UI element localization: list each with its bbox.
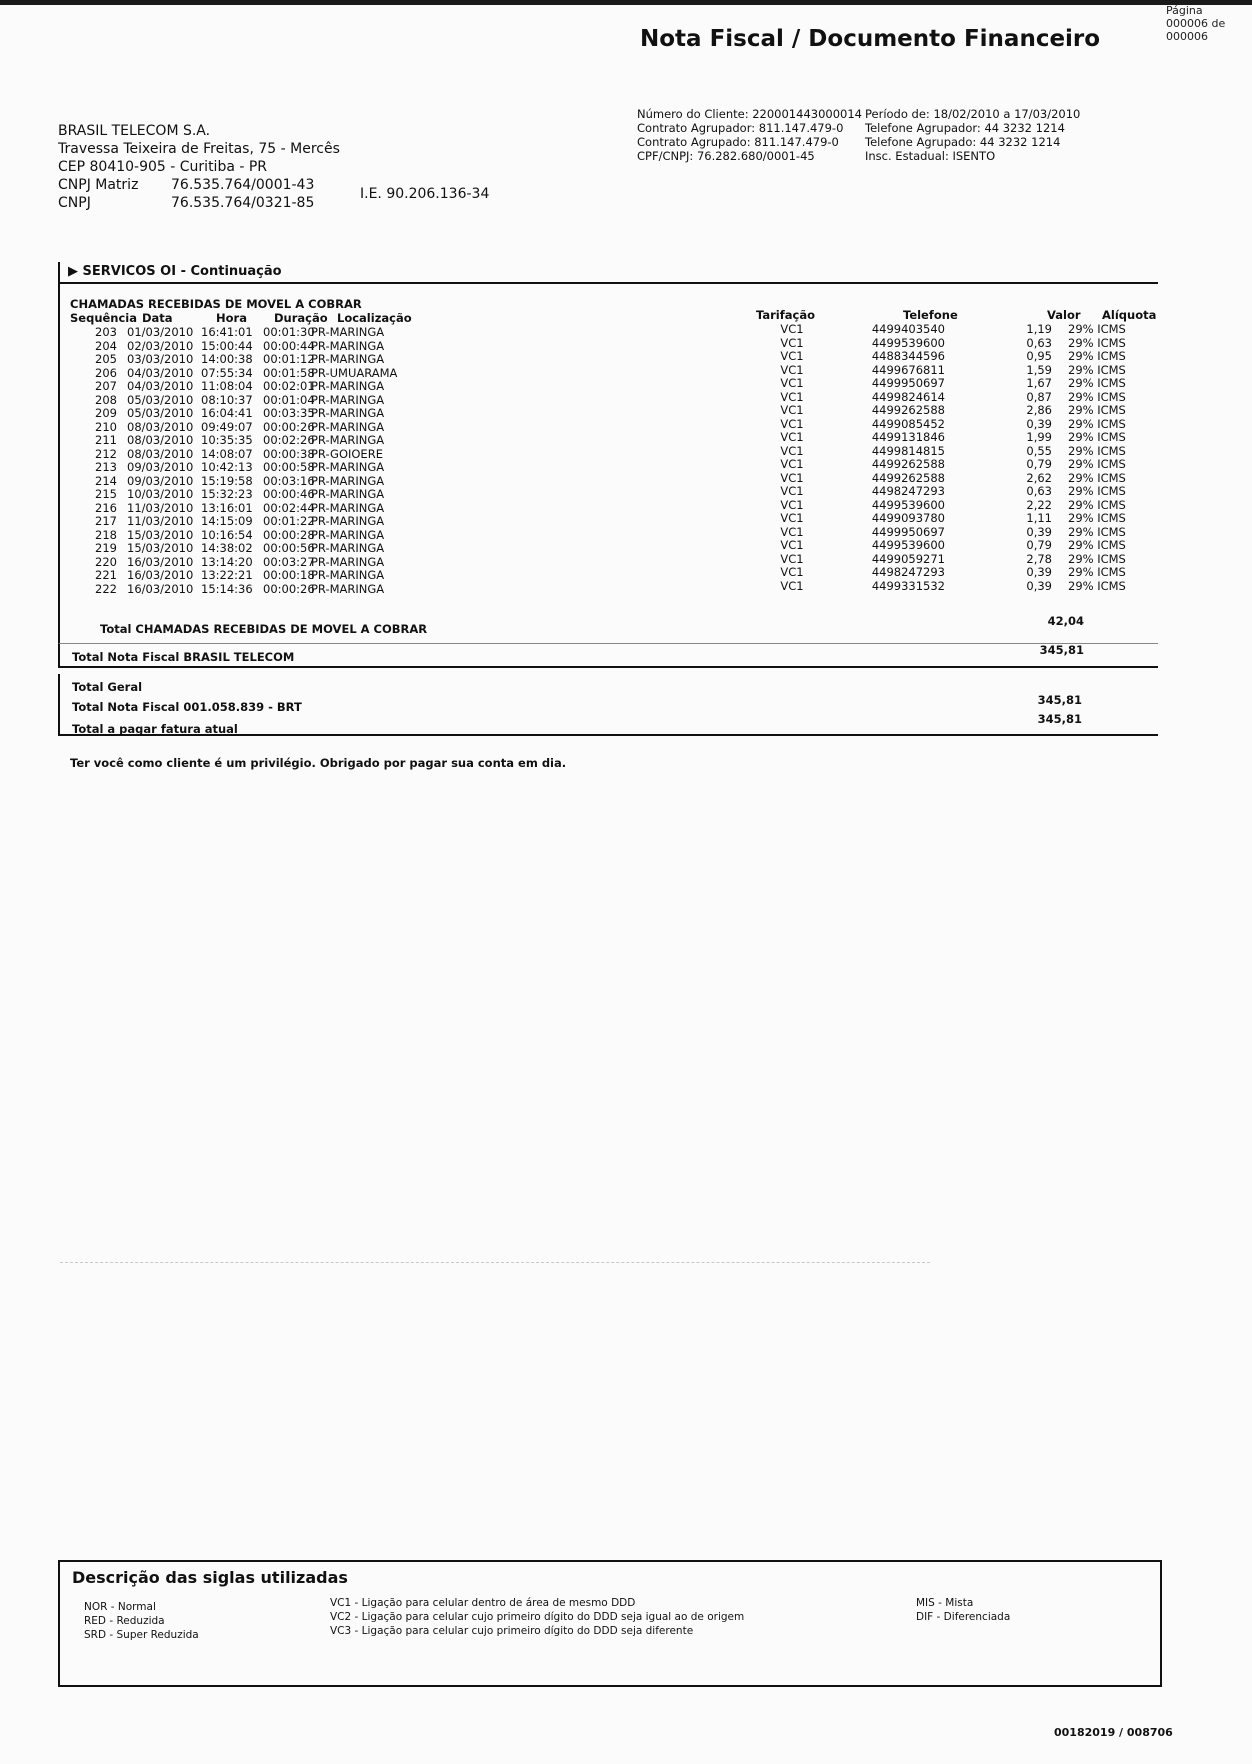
cell-tarifacao: VC1 (780, 430, 804, 444)
cell-hora: 15:00:44 (201, 338, 253, 353)
table-row (755, 364, 1148, 378)
cell-tarifacao: VC1 (780, 511, 804, 525)
scan-artifact-line (60, 1262, 930, 1263)
cell-data: 10/03/2010 (127, 487, 194, 501)
cell-localizacao: PR-MARINGA (311, 338, 385, 353)
legend-item: SRD - Super Reduzida (84, 1629, 199, 1641)
cell-aliquota: 29% ICMS (1068, 443, 1126, 458)
cell-localizacao: PR-MARINGA (311, 541, 385, 555)
group-total-value: 42,04 (1047, 614, 1084, 628)
cell-aliquota: 29% ICMS (1068, 484, 1126, 498)
cell-data: 09/03/2010 (127, 473, 194, 488)
table-row (755, 553, 1148, 567)
col-header-data: Data (142, 311, 173, 325)
legend-item: DIF - Diferenciada (916, 1611, 1011, 1623)
cell-telefone: 4499262588 (871, 457, 945, 471)
cell-aliquota: 29% ICMS (1068, 322, 1126, 336)
cell-sequencia: 213 (95, 460, 117, 474)
cell-duracao: 00:00:46 (263, 487, 315, 501)
legend-item: NOR - Normal (84, 1601, 156, 1613)
page-total: 000006 (1166, 30, 1208, 43)
cell-sequencia: 218 (95, 527, 117, 542)
total-a-pagar-value: 345,81 (1037, 712, 1082, 726)
table-row (70, 515, 431, 529)
cell-duracao: 00:00:26 (263, 581, 315, 596)
cell-valor: 1,19 (1026, 322, 1052, 336)
table-row (755, 404, 1148, 418)
group-total-label: Total CHAMADAS RECEBIDAS DE MOVEL A COBRAR (100, 622, 428, 636)
cell-localizacao: PR-MARINGA (311, 406, 385, 420)
cell-duracao: 00:00:58 (263, 460, 315, 474)
cell-valor: 0,39 (1026, 416, 1052, 431)
cell-aliquota: 29% ICMS (1068, 497, 1126, 512)
cell-duracao: 00:00:18 (263, 568, 315, 582)
calls-table-left (70, 326, 431, 596)
cell-valor: 1,67 (1026, 376, 1052, 390)
company-cep: CEP 80410-905 - Curitiba - PR (58, 159, 268, 175)
cell-sequencia: 208 (95, 392, 117, 407)
table-row (755, 391, 1148, 405)
cell-duracao: 00:01:04 (263, 392, 315, 407)
cell-data: 15/03/2010 (127, 527, 194, 542)
cell-data: 16/03/2010 (127, 568, 194, 582)
col-header-hora: Hora (216, 311, 247, 325)
contrato-agrupado: Contrato Agrupado: 811.147.479-0 (637, 135, 839, 149)
cell-tarifacao: VC1 (780, 538, 804, 552)
cell-valor: 0,63 (1026, 335, 1052, 350)
customer-info-left (637, 107, 862, 163)
total-nota-fiscal-brt-value: 345,81 (1037, 693, 1082, 707)
total-nota-fiscal-brt-label: Total Nota Fiscal 001.058.839 - BRT (72, 700, 302, 714)
triangle-right-icon: ▶ (68, 264, 78, 279)
cell-localizacao: PR-MARINGA (311, 527, 385, 542)
cnpj-label: CNPJ (58, 195, 91, 211)
legend-item: VC1 - Ligação para celular dentro de área de mesmo DDD (330, 1597, 636, 1609)
cell-data: 05/03/2010 (127, 406, 194, 420)
customer-info-right (865, 107, 1105, 163)
cell-telefone: 4498247293 (871, 565, 945, 579)
cell-duracao: 00:03:35 (263, 406, 315, 420)
cell-duracao: 00:00:56 (263, 541, 315, 555)
table-row (70, 475, 431, 489)
cpf-cnpj: CPF/CNPJ: 76.282.680/0001-45 (637, 149, 815, 163)
legend-title: Descrição das siglas utilizadas (72, 1568, 348, 1587)
cell-telefone: 4498247293 (871, 484, 945, 498)
cell-duracao: 00:02:44 (263, 500, 315, 515)
cell-valor: 1,11 (1026, 511, 1052, 525)
col-header-tarifacao: Tarifação (756, 308, 815, 322)
cell-hora: 15:14:36 (201, 581, 253, 596)
insc-estadual: Insc. Estadual: ISENTO (865, 149, 996, 163)
cell-valor: 0,63 (1026, 484, 1052, 498)
telefone-agrupador: Telefone Agrupador: 44 3232 1214 (865, 121, 1065, 135)
cell-tarifacao: VC1 (780, 349, 804, 363)
cell-telefone: 4499539600 (871, 335, 945, 350)
cell-sequencia: 217 (95, 514, 117, 528)
table-row (70, 542, 431, 556)
total-geral-label: Total Geral (72, 680, 143, 694)
table-row (70, 353, 431, 367)
cell-hora: 14:00:38 (201, 352, 253, 366)
table-row (755, 458, 1148, 472)
cell-telefone: 4488344596 (871, 349, 945, 363)
inscricao-estadual: I.E. 90.206.136-34 (360, 186, 490, 202)
cell-localizacao: PR-MARINGA (311, 460, 385, 474)
legend-item: RED - Reduzida (84, 1615, 165, 1627)
cell-localizacao: PR-UMUARAMA (311, 365, 398, 380)
cell-tarifacao: VC1 (780, 403, 804, 417)
cell-localizacao: PR-MARINGA (311, 392, 385, 407)
company-name: BRASIL TELECOM S.A. (58, 123, 211, 139)
cell-data: 09/03/2010 (127, 460, 194, 474)
table-row (755, 350, 1148, 364)
cell-tarifacao: VC1 (780, 551, 804, 566)
table-row (70, 583, 431, 597)
cell-tarifacao: VC1 (780, 335, 804, 350)
cell-aliquota: 29% ICMS (1068, 470, 1126, 485)
calls-table-right (755, 323, 1148, 593)
cell-sequencia: 210 (95, 419, 117, 434)
cell-data: 01/03/2010 (127, 325, 194, 339)
cnpj-matriz-label: CNPJ Matriz (58, 177, 139, 193)
cell-hora: 08:10:37 (201, 392, 253, 407)
cell-telefone: 4499814815 (871, 443, 945, 458)
cell-telefone: 4499539600 (871, 538, 945, 552)
top-border (0, 0, 1252, 5)
cell-tarifacao: VC1 (780, 457, 804, 471)
cell-localizacao: PR-MARINGA (311, 568, 385, 582)
table-row (755, 418, 1148, 432)
section-left-rule (58, 284, 60, 645)
col-header-telefone: Telefone (903, 308, 958, 322)
cell-aliquota: 29% ICMS (1068, 349, 1126, 363)
cell-localizacao: PR-MARINGA (311, 487, 385, 501)
table-row (70, 488, 431, 502)
cell-hora: 15:32:23 (201, 487, 253, 501)
cell-aliquota: 29% ICMS (1068, 524, 1126, 539)
telefone-agrupado: Telefone Agrupado: 44 3232 1214 (865, 135, 1061, 149)
table-row (755, 323, 1148, 337)
table-row (755, 431, 1148, 445)
cell-telefone: 4499539600 (871, 497, 945, 512)
cell-duracao: 00:00:44 (263, 338, 315, 353)
cell-localizacao: PR-MARINGA (311, 379, 385, 393)
legend-tarifa-col (84, 1600, 199, 1642)
cell-data: 16/03/2010 (127, 581, 194, 596)
cell-localizacao: PR-GOIOERE (311, 446, 383, 461)
table-row (70, 529, 431, 543)
cell-duracao: 00:01:30 (263, 325, 315, 339)
cell-aliquota: 29% ICMS (1068, 362, 1126, 377)
cell-telefone: 4499824614 (871, 389, 945, 404)
cell-aliquota: 29% ICMS (1068, 416, 1126, 431)
cell-duracao: 00:00:38 (263, 446, 315, 461)
table-row (70, 502, 431, 516)
cell-data: 04/03/2010 (127, 365, 194, 380)
cell-valor: 0,79 (1026, 457, 1052, 471)
table-row (755, 539, 1148, 553)
cell-localizacao: PR-MARINGA (311, 473, 385, 488)
cell-sequencia: 206 (95, 365, 117, 380)
table-row (70, 380, 431, 394)
cell-telefone: 4499131846 (871, 430, 945, 444)
table-row (755, 526, 1148, 540)
total-a-pagar-label: Total a pagar fatura atual (72, 722, 238, 736)
cell-sequencia: 219 (95, 541, 117, 555)
cell-localizacao: PR-MARINGA (311, 433, 385, 447)
cell-hora: 07:55:34 (201, 365, 253, 380)
table-row (70, 326, 431, 340)
cell-tarifacao: VC1 (780, 416, 804, 431)
cell-sequencia: 215 (95, 487, 117, 501)
cell-valor: 0,39 (1026, 565, 1052, 579)
cell-hora: 10:42:13 (201, 460, 253, 474)
cell-valor: 0,95 (1026, 349, 1052, 363)
cell-telefone: 4499676811 (871, 362, 945, 377)
legend-item: MIS - Mista (916, 1597, 974, 1609)
cell-sequencia: 214 (95, 473, 117, 488)
cell-tarifacao: VC1 (780, 578, 804, 593)
table-row (70, 434, 431, 448)
cell-data: 02/03/2010 (127, 338, 194, 353)
cell-hora: 14:15:09 (201, 514, 253, 528)
cell-aliquota: 29% ICMS (1068, 551, 1126, 566)
cell-duracao: 00:03:27 (263, 554, 315, 569)
cell-valor: 0,79 (1026, 538, 1052, 552)
col-header-sequencia: Sequência (70, 311, 138, 325)
col-header-localizacao: Localização (337, 311, 412, 325)
cnpj-value: 76.535.764/0321-85 (171, 195, 315, 211)
cell-telefone: 4499950697 (871, 376, 945, 390)
cell-duracao: 00:01:22 (263, 514, 315, 528)
cell-valor: 2,78 (1026, 551, 1052, 566)
cell-data: 08/03/2010 (127, 433, 194, 447)
cell-tarifacao: VC1 (780, 565, 804, 579)
cell-valor: 2,86 (1026, 403, 1052, 417)
cell-duracao: 00:02:26 (263, 433, 315, 447)
cell-hora: 13:14:20 (201, 554, 253, 569)
table-row (755, 499, 1148, 513)
cell-tarifacao: VC1 (780, 362, 804, 377)
table-row (755, 337, 1148, 351)
cell-aliquota: 29% ICMS (1068, 376, 1126, 390)
table-row (70, 394, 431, 408)
page-current: 000006 de (1166, 17, 1226, 30)
cell-data: 05/03/2010 (127, 392, 194, 407)
cell-aliquota: 29% ICMS (1068, 538, 1126, 552)
page-label: Página (1166, 4, 1203, 17)
cell-sequencia: 207 (95, 379, 117, 393)
table-row (755, 445, 1148, 459)
cell-localizacao: PR-MARINGA (311, 325, 385, 339)
cell-aliquota: 29% ICMS (1068, 565, 1126, 579)
cell-hora: 10:16:54 (201, 527, 253, 542)
cell-telefone: 4499262588 (871, 403, 945, 417)
table-row (755, 512, 1148, 526)
cell-localizacao: PR-MARINGA (311, 581, 385, 596)
cell-data: 08/03/2010 (127, 419, 194, 434)
cell-valor: 2,22 (1026, 497, 1052, 512)
cell-tarifacao: VC1 (780, 470, 804, 485)
cell-hora: 11:08:04 (201, 379, 253, 393)
cell-aliquota: 29% ICMS (1068, 389, 1126, 404)
cell-valor: 0,39 (1026, 578, 1052, 593)
cell-hora: 14:38:02 (201, 541, 253, 555)
table-row (70, 461, 431, 475)
cell-hora: 13:22:21 (201, 568, 253, 582)
table-row (70, 340, 431, 354)
cell-hora: 13:16:01 (201, 500, 253, 515)
cell-hora: 14:08:07 (201, 446, 253, 461)
cell-valor: 1,59 (1026, 362, 1052, 377)
company-address: Travessa Teixeira de Freitas, 75 - Mercês (58, 141, 340, 157)
cell-sequencia: 209 (95, 406, 117, 420)
cell-hora: 10:35:35 (201, 433, 253, 447)
cell-tarifacao: VC1 (780, 524, 804, 539)
billing-period: Período de: 18/02/2010 a 17/03/2010 (865, 107, 1081, 121)
cell-hora: 09:49:07 (201, 419, 253, 434)
cell-sequencia: 221 (95, 568, 117, 582)
cell-tarifacao: VC1 (780, 443, 804, 458)
cell-aliquota: 29% ICMS (1068, 335, 1126, 350)
table-row (70, 407, 431, 421)
cell-localizacao: PR-MARINGA (311, 514, 385, 528)
cell-telefone: 4499331532 (871, 578, 945, 593)
cell-localizacao: PR-MARINGA (311, 554, 385, 569)
cell-hora: 16:04:41 (201, 406, 253, 420)
cell-localizacao: PR-MARINGA (311, 352, 385, 366)
page-indicator (1166, 4, 1246, 43)
cell-tarifacao: VC1 (780, 389, 804, 404)
cell-sequencia: 205 (95, 352, 117, 366)
table-row (70, 367, 431, 381)
col-header-duracao: Duração (274, 311, 328, 325)
cell-telefone: 4499093780 (871, 511, 945, 525)
cell-valor: 1,99 (1026, 430, 1052, 444)
customer-number: Número do Cliente: 220001443000014 (637, 107, 862, 121)
table-row (755, 472, 1148, 486)
section-title-text: SERVICOS OI - Continuação (82, 264, 282, 279)
col-header-aliquota: Alíquota (1102, 308, 1157, 322)
table-row (70, 569, 431, 583)
cell-data: 15/03/2010 (127, 541, 194, 555)
cell-aliquota: 29% ICMS (1068, 457, 1126, 471)
cell-data: 11/03/2010 (127, 514, 194, 528)
document-title: Nota Fiscal / Documento Financeiro (640, 26, 1101, 52)
table-row (755, 377, 1148, 391)
cell-duracao: 00:00:28 (263, 527, 315, 542)
cell-aliquota: 29% ICMS (1068, 578, 1126, 593)
cell-aliquota: 29% ICMS (1068, 511, 1126, 525)
cell-tarifacao: VC1 (780, 497, 804, 512)
cell-hora: 16:41:01 (201, 325, 253, 339)
group-title: CHAMADAS RECEBIDAS DE MOVEL A COBRAR (70, 297, 362, 311)
thank-you-message: Ter você como cliente é um privilégio. Obrigado por pagar sua conta em dia. (70, 756, 567, 770)
cell-aliquota: 29% ICMS (1068, 403, 1126, 417)
legend-vc-col (330, 1596, 744, 1638)
legend-misc-col (916, 1596, 1010, 1624)
table-row (70, 556, 431, 570)
cell-valor: 0,87 (1026, 389, 1052, 404)
table-row (755, 566, 1148, 580)
total-nota-fiscal-label: Total Nota Fiscal BRASIL TELECOM (72, 650, 295, 664)
cell-sequencia: 212 (95, 446, 117, 461)
cell-localizacao: PR-MARINGA (311, 419, 385, 434)
cell-telefone: 4499085452 (871, 416, 945, 431)
cell-sequencia: 211 (95, 433, 117, 447)
table-row (755, 580, 1148, 594)
cell-valor: 0,55 (1026, 443, 1052, 458)
cell-duracao: 00:01:58 (263, 365, 315, 380)
cell-sequencia: 204 (95, 338, 117, 353)
cell-tarifacao: VC1 (780, 322, 804, 336)
cell-tarifacao: VC1 (780, 376, 804, 390)
cell-data: 08/03/2010 (127, 446, 194, 461)
cell-hora: 15:19:58 (201, 473, 253, 488)
section-title (68, 264, 282, 279)
cell-valor: 0,39 (1026, 524, 1052, 539)
cell-sequencia: 203 (95, 325, 117, 339)
table-row (70, 421, 431, 435)
cell-duracao: 00:01:12 (263, 352, 315, 366)
legend-item: VC3 - Ligação para celular cujo primeiro dígito do DDD seja diferente (330, 1625, 694, 1637)
cell-data: 04/03/2010 (127, 379, 194, 393)
cell-telefone: 4499262588 (871, 470, 945, 485)
col-header-valor: Valor (1047, 308, 1081, 322)
cell-telefone: 4499403540 (871, 322, 945, 336)
footer-code: 00182019 / 008706 (1054, 1726, 1173, 1739)
cell-duracao: 00:03:16 (263, 473, 315, 488)
contrato-agrupador: Contrato Agrupador: 811.147.479-0 (637, 121, 844, 135)
cell-data: 16/03/2010 (127, 554, 194, 569)
cell-localizacao: PR-MARINGA (311, 500, 385, 515)
cell-data: 11/03/2010 (127, 500, 194, 515)
cell-sequencia: 222 (95, 581, 117, 596)
total-nota-fiscal-value: 345,81 (1039, 643, 1084, 657)
table-row (755, 485, 1148, 499)
legend-item: VC2 - Ligação para celular cujo primeiro dígito do DDD seja igual ao de origem (330, 1611, 745, 1623)
cell-data: 03/03/2010 (127, 352, 194, 366)
cell-duracao: 00:02:01 (263, 379, 315, 393)
cell-aliquota: 29% ICMS (1068, 430, 1126, 444)
cell-duracao: 00:00:26 (263, 419, 315, 434)
cell-sequencia: 216 (95, 500, 117, 515)
cnpj-matriz-value: 76.535.764/0001-43 (171, 177, 315, 193)
cell-valor: 2,62 (1026, 470, 1052, 485)
cell-telefone: 4499950697 (871, 524, 945, 539)
cell-tarifacao: VC1 (780, 484, 804, 498)
cell-sequencia: 220 (95, 554, 117, 569)
table-row (70, 448, 431, 462)
cell-telefone: 4499059271 (871, 551, 945, 566)
